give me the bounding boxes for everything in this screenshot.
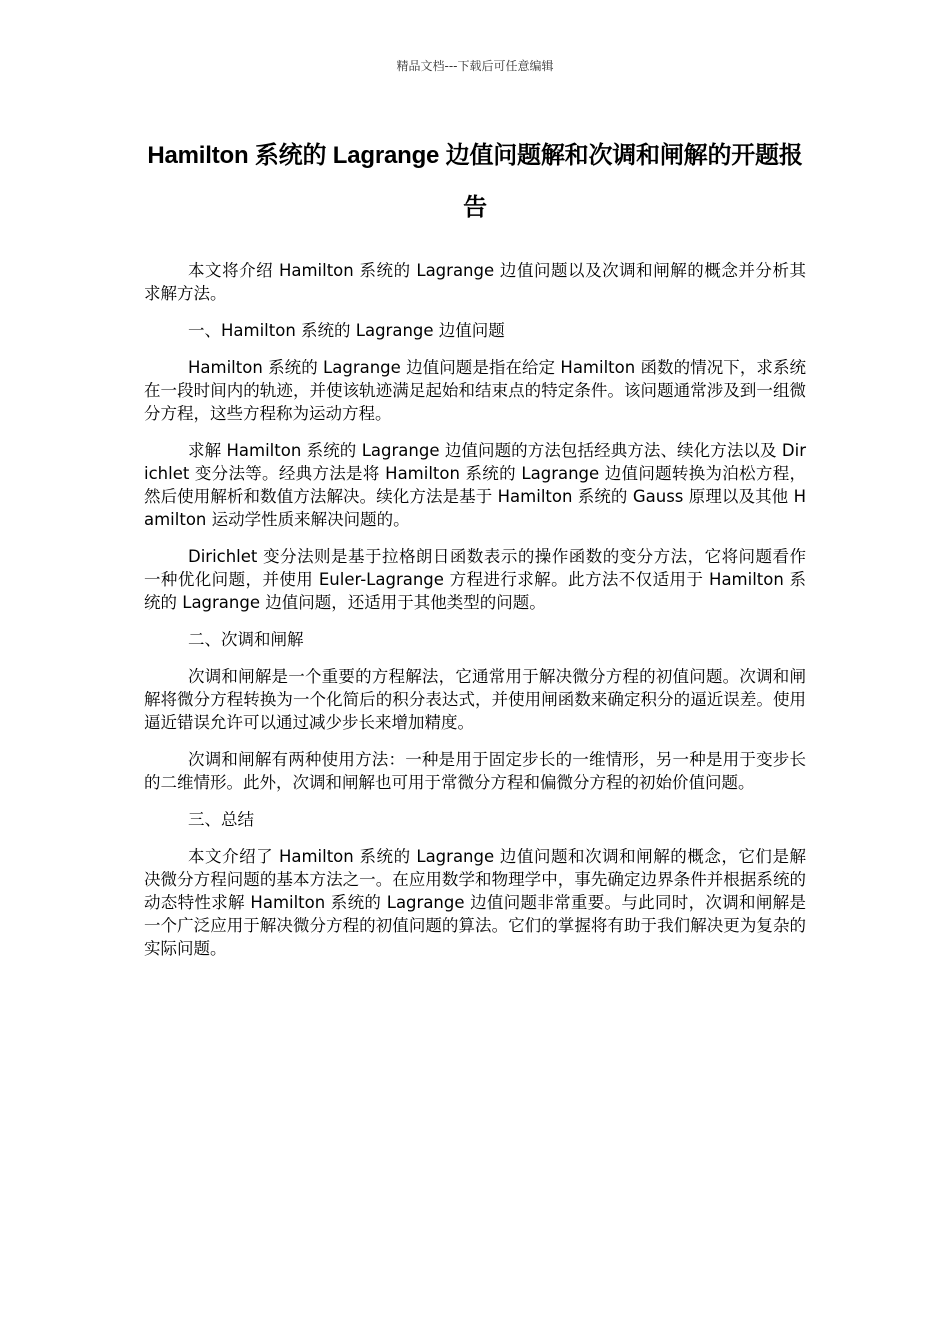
paragraph-1: Hamilton 系统的 Lagrange 边值问题是指在给定 Hamilton 函数的情况下，求系统在一段时间内的轨迹，并使该轨迹满足起始和结束点的特定条件。该问题通常涉及到一组微分方程，这些方程称为运动方程。 (144, 358, 806, 423)
paragraph-5: 次调和闸解有两种使用方法：一种是用于固定步长的一维情形，另一种是用于变步长的二维情形。此外，次调和闸解也可用于常微分方程和偏微分方程的初始价值问题。 (144, 750, 806, 792)
section-heading-2: 二、次调和闸解 (188, 630, 304, 649)
section-heading-3: 三、总结 (188, 810, 254, 829)
paragraph-4: 次调和闸解是一个重要的方程解法，它通常用于解决微分方程的初值问题。次调和闸解将微分方程转换为一个化简后的积分表达式，并使用闸函数来确定积分的逼近误差。使用逼近错误允许可以通过减少步长来增加精度。 (144, 667, 806, 732)
section-heading-1: 一、Hamilton 系统的 Lagrange 边值问题 (188, 321, 505, 340)
paragraph-3: Dirichlet 变分法则是基于拉格朗日函数表示的操作函数的变分方法，它将问题看作一种优化问题，并使用 Euler-Lagrange 方程进行求解。此方法不仅适用于 Hamilton 系统的 Lagrange 边值问题，还适用于其他类型的问题。 (144, 547, 806, 612)
paragraph-6: 本文介绍了 Hamilton 系统的 Lagrange 边值问题和次调和闸解的概念，它们是解决微分方程问题的基本方法之一。在应用数学和物理学中，事先确定边界条件并根据系统的动态特性求解 Hamilton 系统的 Lagrange 边值问题非常重要。与此同时，次调和闸解是一个广泛应用于解决微分方程的初值问题的算法。它们的掌握将有助于我们解决更为复杂的实际问题。 (144, 847, 806, 958)
document-title: Hamilton 系统的 Lagrange 边值问题解和次调和闸解的开题报告 (147, 142, 803, 221)
document-body (144, 259, 806, 974)
page-header-note: 精品文档---下载后可任意编辑 (396, 59, 554, 73)
intro-paragraph: 本文将介绍 Hamilton 系统的 Lagrange 边值问题以及次调和闸解的概念并分析其求解方法。 (144, 261, 806, 303)
paragraph-2: 求解 Hamilton 系统的 Lagrange 边值问题的方法包括经典方法、续化方法以及 Dirichlet 变分法等。经典方法是将 Hamilton 系统的 Lagrange 边值问题转换为泊松方程，然后使用解析和数值方法解决。续化方法是基于 Hamilton 系统的 Gauss 原理以及其他 Hamilton 运动学性质来解决问题的。 (144, 441, 806, 529)
